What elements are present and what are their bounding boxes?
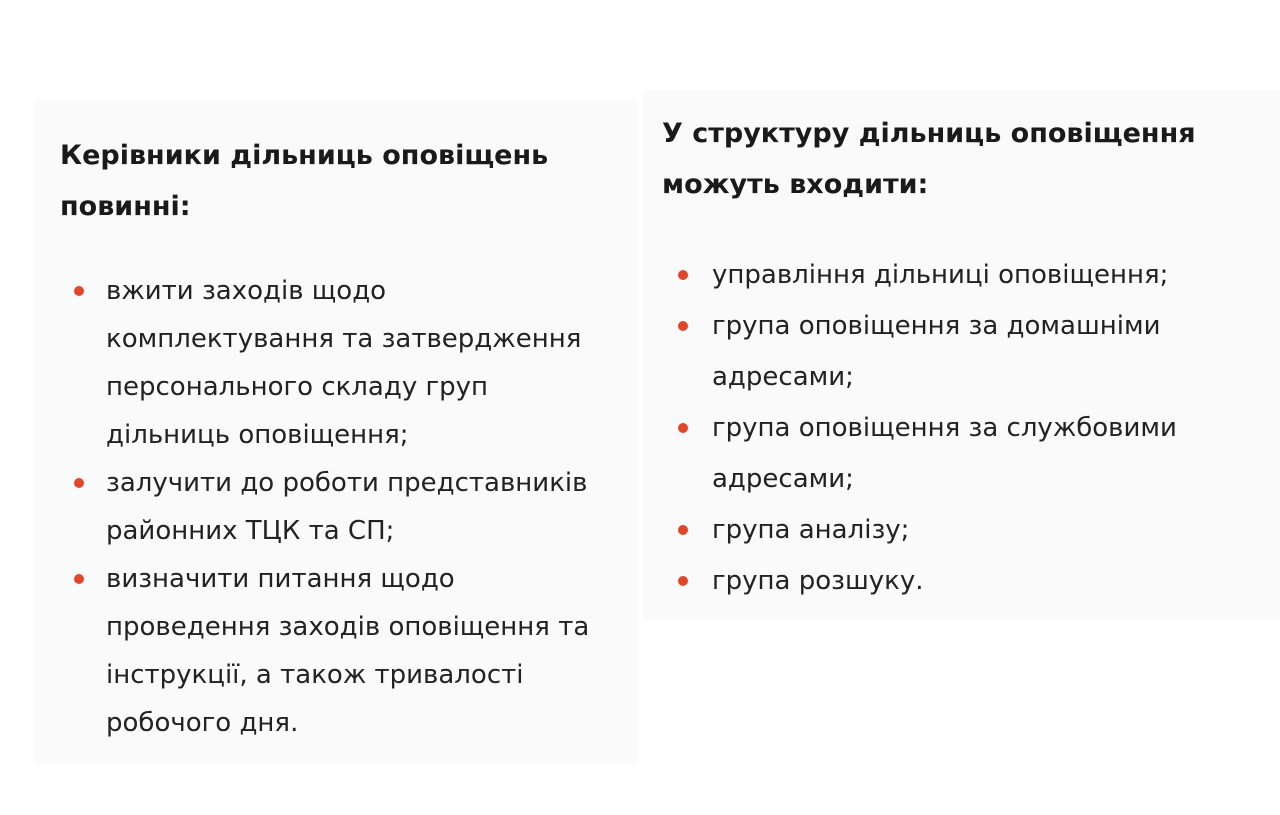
bullet-dot-icon — [678, 321, 688, 331]
bullet-dot-icon — [74, 478, 84, 488]
list-item-text: група аналізу; — [712, 515, 910, 545]
list-item — [662, 403, 1272, 505]
list-item — [662, 250, 1272, 301]
list-item-text: вжити заходів щодо комплектування та затвердження персонального складу груп дільниць оповіщення; — [106, 276, 582, 450]
right-card-title: У структуру дільниць оповіщення можуть входити: — [662, 118, 1196, 200]
list-item-text: група оповіщення за домашніми адресами; — [712, 311, 1161, 392]
bullet-dot-icon — [678, 423, 688, 433]
list-item — [662, 556, 1272, 607]
list-item-text: залучити до роботи представників районних ТЦК та СП; — [106, 468, 588, 546]
list-item-text: визначити питання щодо проведення заходів оповіщення та інструкції, а також тривалості робочого дня. — [106, 564, 590, 738]
list-item-text: група розшуку. — [712, 566, 924, 596]
right-bullet-list — [662, 250, 1280, 607]
list-item — [60, 555, 620, 747]
list-item — [662, 301, 1272, 403]
right-card — [643, 90, 1280, 620]
bullet-dot-icon — [678, 525, 688, 535]
bullet-dot-icon — [74, 574, 84, 584]
bullet-dot-icon — [678, 576, 688, 586]
left-bullet-list — [60, 267, 618, 747]
list-item-text: група оповіщення за службовими адресами; — [712, 413, 1177, 494]
list-item — [662, 505, 1272, 556]
left-card-title: Керівники дільниць оповіщень повинні: — [60, 140, 549, 222]
bullet-dot-icon — [678, 270, 688, 280]
left-card — [34, 100, 638, 764]
list-item — [60, 267, 620, 459]
bullet-dot-icon — [74, 286, 84, 296]
list-item-text: управління дільниці оповіщення; — [712, 260, 1169, 290]
list-item — [60, 459, 620, 555]
